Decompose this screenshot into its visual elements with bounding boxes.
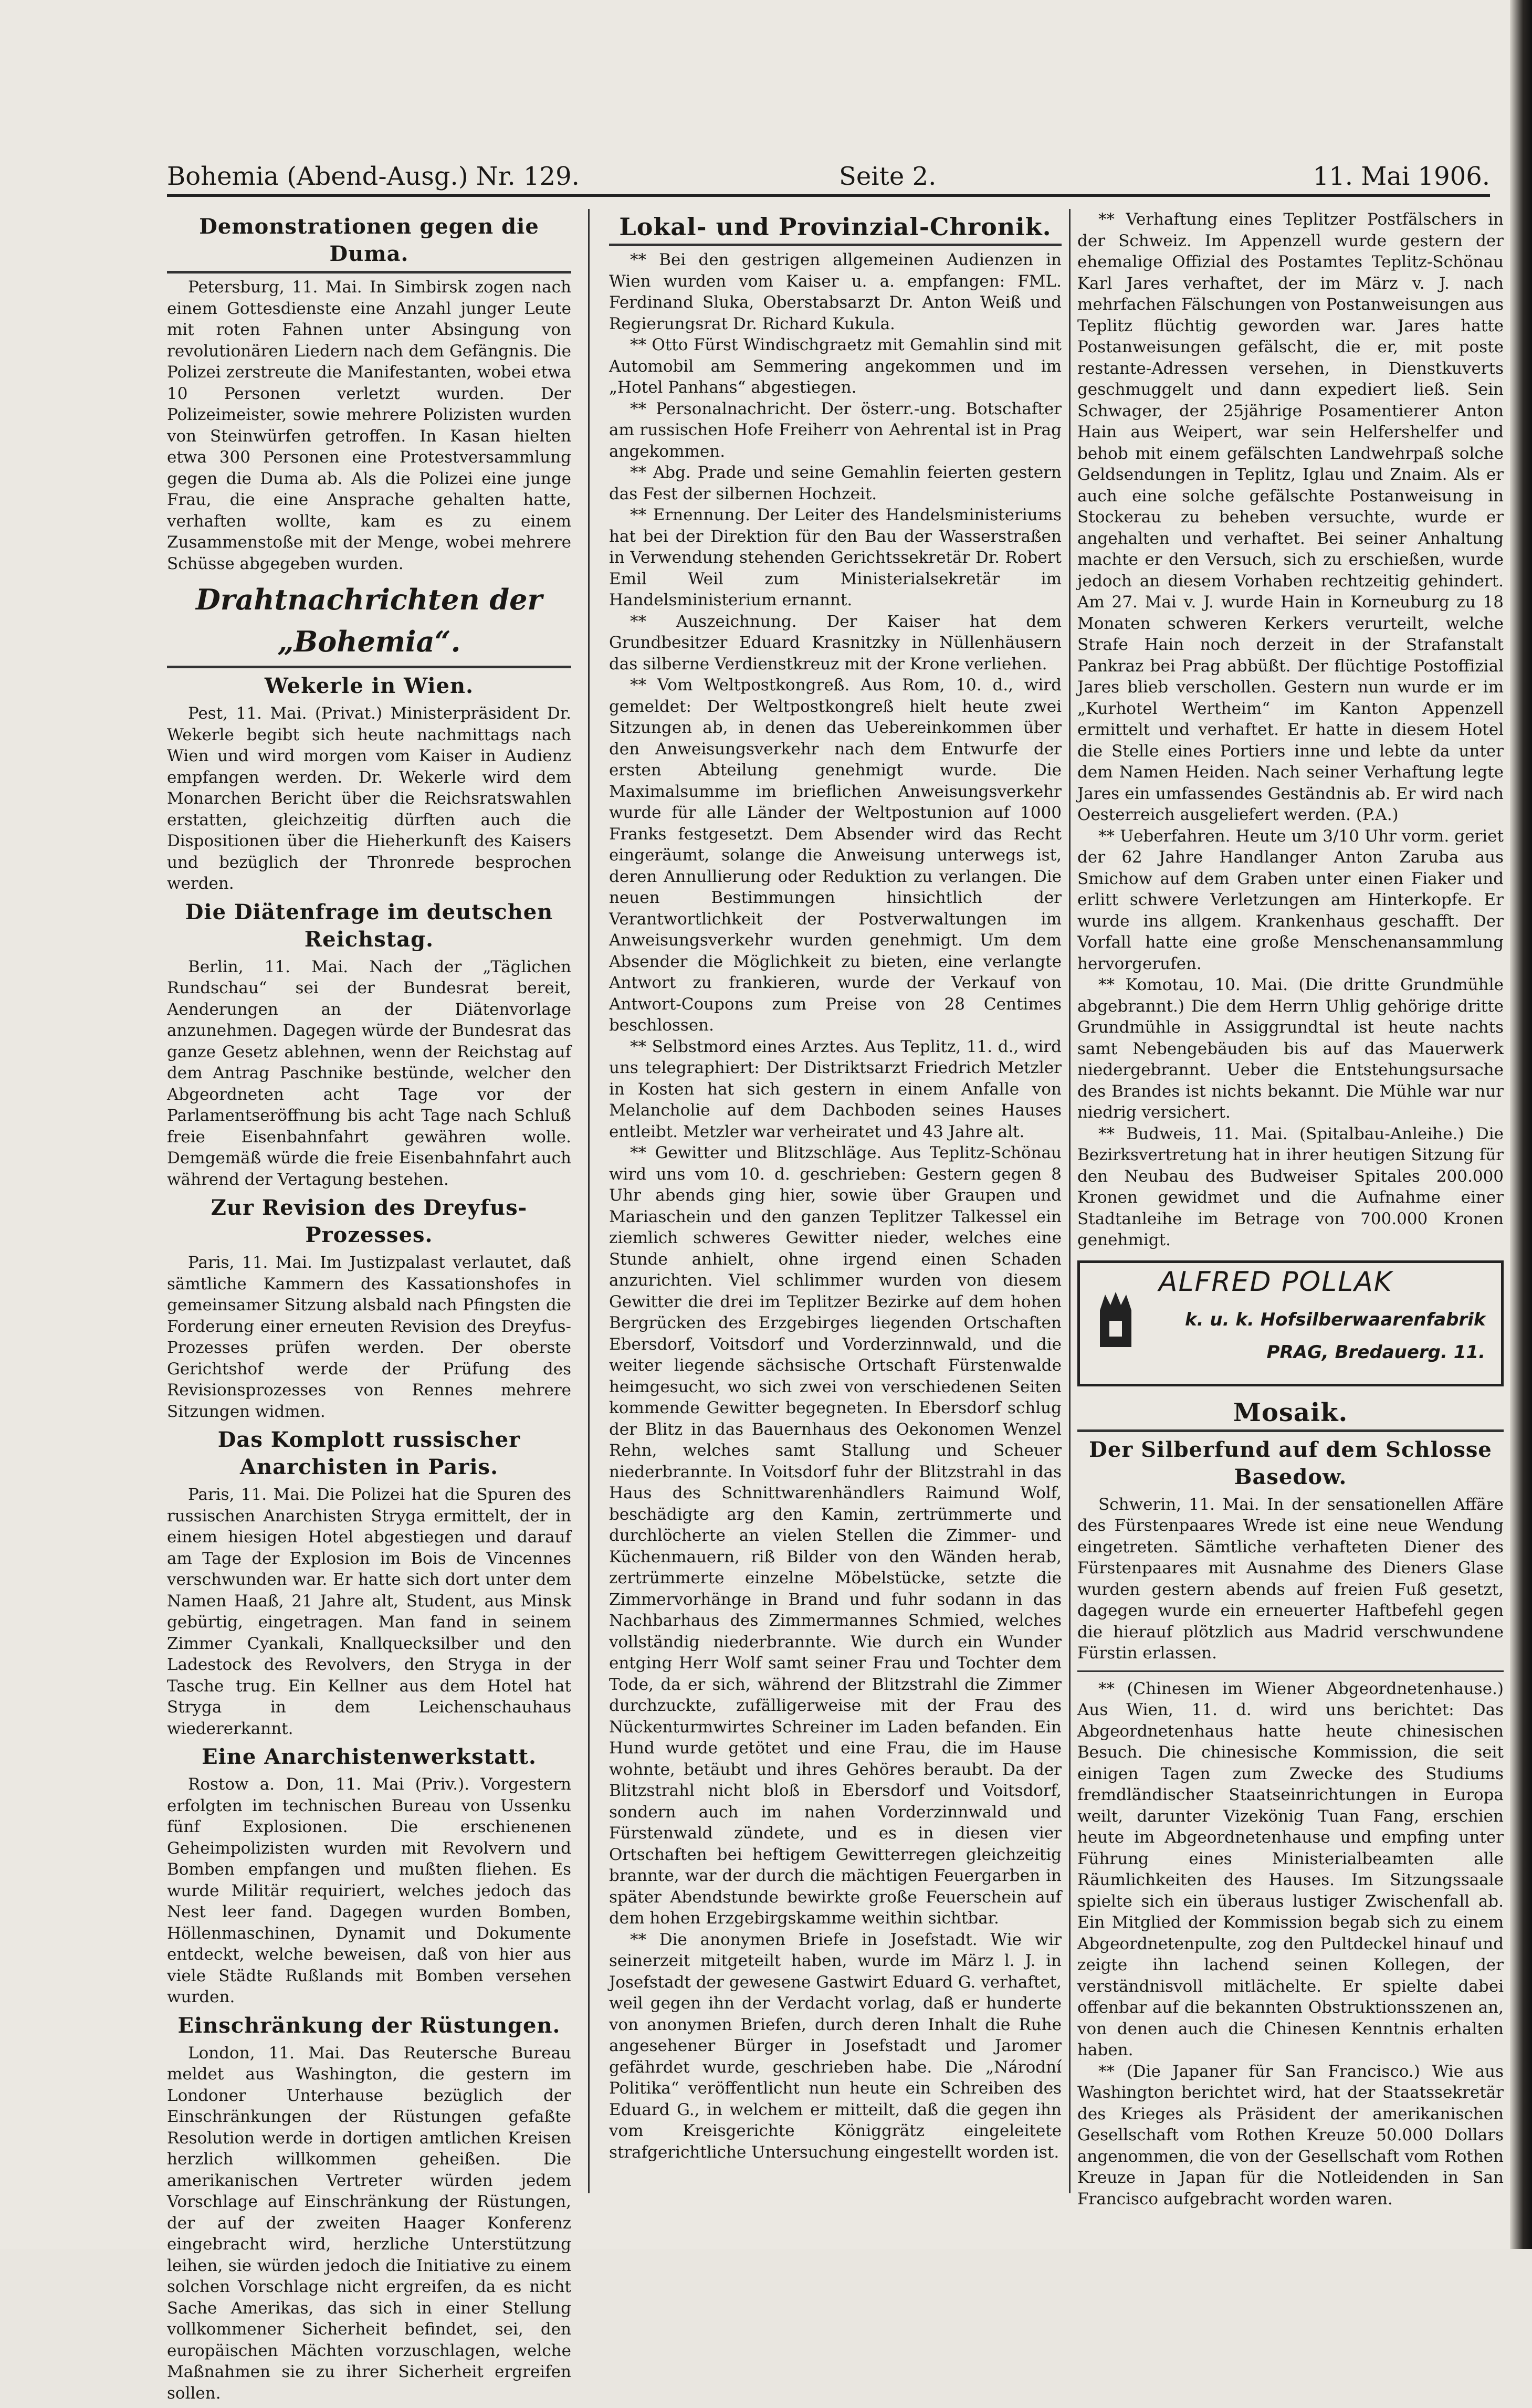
article (167, 1194, 571, 1422)
article-headline: Wekerle in Wien. (265, 674, 474, 698)
advertiser-trade: k. u. k. Hofsilberwaarenfabrik (1185, 1309, 1486, 1330)
article (167, 899, 571, 1191)
article-headline: Einschränkung der Rüstungen. (177, 2013, 561, 2038)
news-item: ** Otto Fürst Windischgraetz mit Gemahlin sind mit Automobil am Semmering angekommen und im „Hotel Panhans“ abgestiegen. (609, 335, 1062, 397)
article-body: Berlin, 11. Mai. Nach der „Täglichen Rundschau“ sei der Bundesrat bereit, Aenderungen an der Diätenvorlage anzunehmen. Dagegen würde der Bundesrat das ganze Gesetz ablehnen, wenn der Reichstag auf dem Antrag Paschnike bestünde, welcher den Abgeordneten acht Tage vor der Parlamentseröffnung bis acht Tage nach Schluß freie Eisenbahnfahrt gewähren wolle. Demgemäß würde die freie Eisenbahnfahrt auch während der Vertagung bestehen. (167, 957, 571, 1189)
article-body: Rostow a. Don, 11. Mai (Priv.). Vorgestern erfolgten im technischen Bureau von Ussenku fünf Explosionen. Die erschienenen Geheimpolizisten wurden mit Revolvern und Bomben empfangen und mußten fliehen. Es wurde Militär requiriert, welches jedoch das Nest leer fand. Dagegen wurden Bomben, Höllenmaschinen, Dynamit und Dokumente entdeckt, welche beweisen, daß von hier aus viele Städte Rußlands mit Bomben versehen wurden. (167, 1775, 571, 2006)
news-item: ** Gewitter und Blitzschläge. Aus Teplitz-Schönau wird uns vom 10. d. geschrieben: Gestern gegen 8 Uhr abends ging hier, sowie über Graupen und Mariaschein und den ganzen Teplitzer Talkessel ein ziemlich schweres Gewitter nieder, welches eine Stunde anhielt, ohne irgend einen Schaden anzurichten. Viel schlimmer wurden von diesem Gewitter die drei im Teplitzer Bezirke auf dem hohen Bergrücken des Erzgebirges liegenden Ortschaften Ebersdorf, Voitsdorf und Vorderzinnwald, und die weiter liegende sächsische Ortschaft Fürstenwalde heimgesucht, wo sich zwei von verschiedenen Seiten kommende Gewitter begegneten. In Ebersdorf schlug der Blitz in das Bauernhaus des Oekonomen Wenzel Rehn, welches samt Stallung und Scheuer niederbrannte. In Voitsdorf fuhr der Blitzstrahl in das Haus des Schnittwarenhändlers Raimund Wolf, beschädigte arg den Kamin, zertrümmerte und durchlöcherte an vielen Stellen die Zimmer- und Küchenmauern, riß Bilder von den Wänden herab, zertrümmerte einzelne Möbelstücke, setzte die Zimmervorhänge in Brand und fuhr sodann in das Nachbarhaus des Zimmermannes Schmied, welches vollständig niederbrannte. Wie durch ein Wunder entging Herr Wolf samt seiner Frau und Tochter dem Tode, da er sich, während der Blitzstrahl die Zimmer durchzuckte, zufälligerweise mit der Frau des Nückenturmwirtes Schreiner im Laden befanden. Ein Hund wurde getötet und eine Frau, die im Hause wohnte, betäubt und ihres Gehöres beraubt. Da der Blitzstrahl nicht bloß in Ebersdorf und Voitsdorf, sondern auch im nahen Vorderzinnwald und Fürstenwald zündete, und es in diesen vier Ortschaften bei heftigem Gewitterregen gleichzeitig brannte, war der durch die mächtigen Feuergarben in später Abendstunde bewirkte große Feuerschein auf dem hohen Erzgebirgskamme weithin sichtbar. (609, 1143, 1062, 1928)
article (167, 672, 571, 895)
news-item: ** Die anonymen Briefe in Josefstadt. Wie wir seinerzeit mitgeteilt haben, wurde im März l. J. in Josefstadt der gewesene Gastwirt Eduard G. verhaftet, weil gegen ihn der Verdacht vorlag, daß er hunderte von anonymen Briefen, durch deren Inhalt die Ruhe angesehener Bürger in Josefstadt und Jaromer gefährdet wurde, geschrieben habe. Die „Národní Politika“ veröffentlicht nun heute ein Schreiben des Eduard G., in welchem er mitteilt, daß die gegen ihn vom Kreisgerichte Königgrätz eingeleitete strafgerichtliche Untersuchung eingestellt worden ist. (609, 1930, 1062, 2162)
article-body: Schwerin, 11. Mai. In der sensationellen Affäre des Fürstenpaares Wrede ist eine neue Wendung eingetreten. Sämtliche verhafteten Diener des Fürstenpaares mit Ausnahme des Dieners Glase wurden gestern abends auf freien Fuß gesetzt, dagegen wurde ein erneuerter Haftbefehl gegen die hierauf plötzlich aus Madrid verschwundene Fürstin erlassen. (1077, 1495, 1504, 1663)
crown-logo-icon (1095, 1289, 1137, 1352)
article-body: Paris, 11. Mai. Die Polizei hat die Spuren des russischen Anarchisten Stryga ermittelt, der in einem hiesigen Hotel abgestiegen und darauf am Tage der Explosion im Bois de Vincennes verschwunden war. Er hatte sich dort unter dem Namen Haaß, 21 Jahre alt, Student, aus Minsk gebürtig, eingetragen. Man fand in seinem Zimmer Cyankali, Knallquecksilber und den Ladestock des Revolvers, den Stryga in der Tasche trug. Ein Kellner aus dem Hotel hat Stryga in dem Leichenschauhaus wiedererkannt. (167, 1485, 571, 1738)
news-item: ** Budweis, 11. Mai. (Spitalbau-Anleihe.) Die Bezirksvertretung hat in ihrer heutigen Sitzung für den Neubau des Budweiser Spitales 200.000 Kronen gewidmet und die Aufnahme einer Stadtanleihe im Betrage von 700.000 Kronen genehmigt. (1077, 1124, 1504, 1249)
article (167, 1743, 571, 2008)
article-headline: Die Diätenfrage im deutschen Reichstag. (185, 899, 553, 952)
news-item: ** Verhaftung eines Teplitzer Postfälschers in der Schweiz. Im Appenzell wurde gestern der ehemalige Offizial des Postamtes Teplitz-Schönau Karl Jares verhaftet, der im März v. J. nach mehrfachen Fälschungen von Postanweisungen aus Teplitz flüchtig geworden war. Jares hatte Postanweisungen gefälscht, die er, mit poste restante-Adressen versehen, in Dienstkuverts geschmuggelt und dann expediert ließ. Sein Schwager, der 25jährige Posamentierer Anton Hain aus Weipert, war sein Helfershelfer und behob mit einem gefälschten Landwehrpaß solche Geldsendungen in Teplitz, Iglau und Znaim. Als er auch eine solche gefälschte Postanweisung in Stockerau zu beheben versuchte, wurde er angehalten und verhaftet. Bei seiner Anhaltung machte er den Versuch, sich zu erschießen, wurde jedoch an diesem Vorhaben rechtzeitig gehindert. Am 27. Mai v. J. wurde Hain in Korneuburg zu 18 Monaten schweren Kerkers verurteilt, welche Strafe Hain noch derzeit in der Strafanstalt Pankraz bei Prag abbüßt. Der flüchtige Postoffizial Jares blieb verschollen. Gestern nun wurde er im „Kurhotel Wertheim“ im Kanton Appenzell ermittelt und verhaftet. Er hatte in diesem Hotel die Stelle eines Portiers inne und lebte da unter dem Namen Heiden. Nach seiner Verhaftung legte Jares ein umfassendes Geständnis ab. Er wird nach Oesterreich ausgeliefert werden. (P.A.) (1077, 210, 1504, 824)
issue-date: 11. Mai 1906. (1313, 162, 1490, 191)
divider (1077, 1670, 1504, 1672)
masthead-issue: Bohemia (Abend-Ausg.) Nr. 129. (167, 162, 580, 191)
page-number: Seite 2. (839, 162, 937, 191)
column-3 (1077, 209, 1504, 2210)
section-title: Drahtnachrichten der „Bohemia“. (167, 579, 571, 668)
news-item: ** Personalnachricht. Der österr.-ung. Botschafter am russischen Hofe Freiherr von Aehrental ist in Prag angekommen. (609, 399, 1062, 461)
news-item: ** Komotau, 10. Mai. (Die dritte Grundmühle abgebrannt.) Die dem Herrn Uhlig gehörige dritte Grundmühle in Assiggrundtal ist heute nachts samt Nebengebäuden bis auf das Mauerwerk niedergebrannt. Ueber die Entstehungsursache des Brandes ist nichts bekannt. Die Mühle war nur niedrig versichert. (1077, 975, 1504, 1122)
article-body: Petersburg, 11. Mai. In Simbirsk zogen nach einem Gottesdienste eine Anzahl junger Leute mit roten Fahnen unter Absingung von revolutionären Liedern nach dem Gefängnis. Die Polizei zerstreute die Manifestanten, wobei etwa 10 Personen verletzt wurden. Der Polizeimeister, sowie mehrere Polizisten wurden von Steinwürfen getroffen. In Kasan hielten etwa 300 Personen eine Protestversammlung gegen die Duma ab. Als die Polizei eine junge Frau, die eine Ansprache gehalten hatte, verhaften wollte, kam es zu einem Zusammenstoße mit der Menge, wobei mehrere Schüsse abgegeben wurden. (167, 278, 571, 573)
page-edge-shadow (1510, 0, 1532, 2249)
news-item: ** Bei den gestrigen allgemeinen Audienzen in Wien wurden vom Kaiser u. a. empfangen: FML. Ferdinand Sluka, Oberstabsarzt Dr. Anton Weiß und Regierungsrat Dr. Richard Kukula. (609, 250, 1062, 333)
article (167, 213, 571, 574)
column-1 (167, 209, 571, 2408)
advertisement (1077, 1260, 1504, 1386)
article-body: Paris, 11. Mai. Im Justizpalast verlautet, daß sämtliche Kammern des Kassationshofes in gemeinsamer Sitzung alsbald nach Pfingsten die Forderung einer erneuten Revision des Dreyfus-Prozesses prüfen werden. Der oberste Gerichtshof werde der Prüfung des Revisionsprozesses von Rennes mehrere Sitzungen widmen. (167, 1253, 571, 1421)
article (1077, 1436, 1504, 1664)
news-item: ** Abg. Prade und seine Gemahlin feierten gestern das Fest der silbernen Hochzeit. (609, 463, 1062, 503)
article-headline: Der Silberfund auf dem Schlosse Basedow. (1089, 1437, 1492, 1489)
article-body: London, 11. Mai. Das Reutersche Bureau meldet aus Washington, die gestern im Londoner Unterhause bezüglich der Einschränkungen der Rüstungen gefaßte Resolution werde in dortigen amtlichen Kreisen herzlich willkommen geheißen. Die amerikanischen Vertreter würden jedem Vorschlage auf Einschränkung der Rüstungen, der auf der zweiten Haager Konferenz eingebracht wird, herzliche Unterstützung leihen, sie würden jedoch die Initiative zu einem solchen Vorschlage nicht ergreifen, da es nicht Sache Amerikas, das sich in einer Stellung vollkommener Sicherheit befindet, sei, den europäischen Mächten vorzuschlagen, welche Maßnahmen sie zu ihrer Sicherheit ergreifen sollen. (167, 2043, 571, 2403)
news-item: ** Vom Weltpostkongreß. Aus Rom, 10. d., wird gemeldet: Der Weltpostkongreß hielt heute zwei Sitzungen ab, in denen das Uebereinkommen über den Anweisungsverkehr nach dem Entwurfe der ersten Abteilung genehmigt wurde. Die Maximalsumme im brieflichen Anweisungsverkehr wurde für alle Länder der Weltpostunion auf 1000 Franks festgesetzt. Dem Absender wird das Recht eingeräumt, solange die Anweisung unterwegs ist, deren Annullierung oder Reduktion zu verlangen. Die neuen Bestimmungen hinsichtlich der Verantwortlichkeit der Postverwaltungen im Anweisungsverkehr wurden genehmigt. Um dem Absender die Möglichkeit zu bieten, eine verlangte Antwort zu frankieren, wurde der Verkauf von Antwort-Coupons zum Preise von 28 Centimes beschlossen. (609, 676, 1062, 1035)
article (167, 1426, 571, 1739)
article-headline: Eine Anarchistenwerkstatt. (202, 1744, 537, 1769)
article (167, 2012, 571, 2404)
advertiser-address: PRAG, Bredauerg. 11. (1266, 1341, 1485, 1363)
column-rule (588, 209, 590, 2193)
article-headline: Das Komplott russischer Anarchisten in Paris. (217, 1427, 521, 1479)
news-item: ** Selbstmord eines Arztes. Aus Teplitz, 11. d., wird uns telegraphiert: Der Distriktsarzt Friedrich Metzler in Kosten hat sich gestern in einem Anfalle von Melancholie auf dem Dachboden seines Hauses entleibt. Metzler war verheiratet und 43 Jahre alt. (609, 1037, 1062, 1141)
article-headline: Zur Revision des Dreyfus-Prozesses. (211, 1195, 528, 1247)
column-2 (609, 209, 1062, 2163)
news-item: ** Auszeichnung. Der Kaiser hat dem Grundbesitzer Eduard Krasnitzky in Nüllenhäusern das silberne Verdienstkreuz mit der Krone verliehen. (609, 612, 1062, 674)
article-headline: Demonstrationen gegen die Duma. (167, 213, 571, 274)
advertiser-name: ALFRED POLLAK (1159, 1266, 1393, 1298)
section-title: Lokal- und Provinzial-Chronik. (609, 213, 1062, 246)
news-item: ** (Die Japaner für San Francisco.) Wie aus Washington berichtet wird, hat der Staatssekretär des Krieges als Präsident der amerikanischen Gesellschaft vom Rothen Kreuze 50.000 Dollars angenommen, die von der Gesellschaft vom Rothen Kreuze in Japan für die Notleidenden in San Francisco aufgebracht worden waren. (1077, 2062, 1504, 2209)
column-rule (1069, 209, 1071, 2193)
page-header (167, 157, 1490, 197)
news-item: ** Ernennung. Der Leiter des Handelsministeriums hat bei der Direktion für den Bau der Wasserstraßen in Verwendung stehenden Gerichtssekretär Dr. Robert Emil Weil zum Ministerialsekretär im Handelsministerium ernannt. (609, 506, 1062, 609)
news-item: ** (Chinesen im Wiener Abgeordnetenhause.) Aus Wien, 11. d. wird uns berichtet: Das Abgeordnetenhaus hatte heute chinesischen Besuch. Die chinesische Kommission, die seit einigen Tagen zum Zwecke des Studiums fremdländischer Staatseinrichtungen in Europa weilt, darunter Vizekönig Tuan Fang, erschien heute im Abgeordnetenhause und empfing unter Führung eines Ministerialbeamten alle Räumlichkeiten des Hauses. Im Sitzungssaale spielte sich ein überaus lustiger Zwischenfall ab. Ein Mitglied der Kommission begab sich zu einem Abgeordnetenpulte, zog den Pultdeckel hinauf und zeigte ihn lachend seinen Kollegen, der verständnisvoll mitlächelte. Er spielte dabei offenbar auf die bekannten Obstruktionsszenen an, von denen auch die Chinesen Kenntnis erhalten haben. (1077, 1679, 1504, 2059)
section-title: Mosaik. (1077, 1399, 1504, 1432)
article-body: Pest, 11. Mai. (Privat.) Ministerpräsident Dr. Wekerle begibt sich heute nachmittags nach Wien und wird morgen vom Kaiser in Audienz empfangen werden. Dr. Wekerle wird dem Monarchen Bericht über die Reichsratswahlen erstatten, gleichzeitig dürften auch die Dispositionen über die Hieherkunft des Kaisers und bezüglich der Thronrede besprochen werden. (167, 704, 571, 893)
news-item: ** Ueberfahren. Heute um 3/10 Uhr vorm. geriet der 62 Jahre Handlanger Anton Zaruba aus Smichow auf dem Graben unter einen Fiaker und erlitt schwere Verletzungen am Hinterkopfe. Er wurde ins allgem. Krankenhaus geschafft. Der Vorfall hatte eine große Menschenansammlung hervorgerufen. (1077, 826, 1504, 973)
